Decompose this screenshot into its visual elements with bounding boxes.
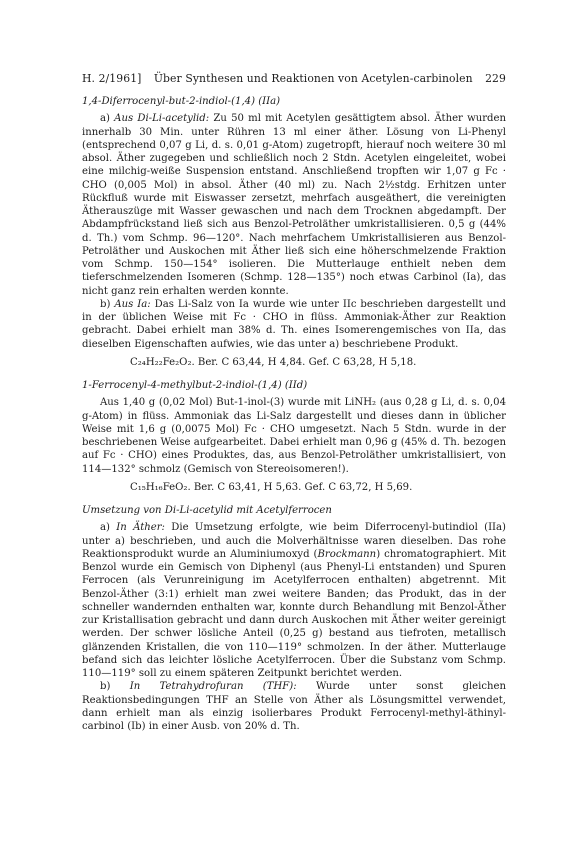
paragraph-iid: Aus 1,40 g (0,02 Mol) But-1-inol-(3) wurde mit LiNH₂ (aus 0,28 g Li, d. s. 0,04 g-Atom) in flüss. Ammoniak das Li-Salz dargestellt und dieses dann in üblicher Weise mit 1,6 g (0,0075 Mol) Fc · CHO umgesetzt. Nach 5 Stdn. wurde in der beschriebenen Weise aufgearbeitet. Dabei erhielt man 0,96 g (45% d. Th. bezogen auf Fc · CHO) eines Produktes, das, aus Benzol-Petroläther umkristallisiert, von 114—132° schmolz (Gemisch von Stereoisomeren!). [82,397,506,475]
analysis-formula-iid: C₁₅H₁₆FeO₂. Ber. C 63,41, H 5,63. Gef. C 63,72, H 5,69. [130,481,413,493]
item-subheading: Aus Ia: [114,298,151,310]
paragraph-acetylferrocen-b [82,680,506,733]
author-name: Brockmann [317,548,377,560]
item-label: b) [100,681,130,693]
item-label: a) [100,113,115,125]
paragraph-text: Wurde unter sonst gleichen Reaktionsbedingungen THF an Stelle von Äther als Lösungsmittel verwendet, dann erhielt man als einzig isolierbares Produkt Ferrocenyl-methyl-äthinyl-carbinol (Ib) in einer Ausb. von 20% d. Th. [82,681,506,732]
section-heading-iia: 1,4-Diferrocenyl-but-2-indiol-(1,4) (IIa) [82,96,281,107]
paragraph-text: Das Li-Salz von Ia wurde wie unter IIc beschrieben dargestellt und in der üblichen Weise mit Fc · CHO in flüss. Ammoniak-Äther zur Reaktion gebracht. Dabei erhielt man 38% d. Th. eines Isomerengemisches von IIa, das dieselben Eigenschaften aufwies, wie das unter a) beschriebene Produkt. [82,298,506,350]
paragraph-acetylferrocen-a [82,521,506,680]
item-label: b) [100,298,115,310]
paragraph-iia-b [82,298,506,351]
item-subheading: In Tetrahydrofuran (THF): [129,681,297,693]
running-title: Über Synthesen und Reaktionen von Acetylen-carbinolen [153,72,473,85]
page-number: 229 [485,72,506,85]
item-subheading: In Äther: [116,522,165,534]
item-subheading: Aus Di-Li-acetylid: [114,113,210,125]
paragraph-text: Zu 50 ml mit Acetylen gesättigtem absol. Äther wurden innerhalb 30 Min. unter Rühren 13 ml einer äther. Lösung von Li-Phenyl (entsprechend 0,07 g Li, d. s. 0,01 g-Atom) zugetropft, hierauf noch weitere 30 ml absol. Äther zugegeben und schließlich noch 2 Stdn. Acetylen eingeleitet, wobei eine milchig-weiße Suspension entstand. Anschließend tropften wir 1,07 g Fc · CHO (0,005 Mol) in absol. Äther (40 ml) zu. Nach 2½stdg. Erhitzen unter Rückfluß wurde mit Eiswasser zersetzt, mehrfach ausgeäthert, die vereinigten Ätherauszüge mit Wasser gewaschen und nach dem Trocknen abgedampft. Der Abdampfrückstand ließ sich aus Benzol-Petroläther umkristallisieren. 0,5 g (44% d. Th.) vom Schmp. 96—120°. Nach mehrfachem Umkristallisieren aus Benzol-Petroläther und Auskochen mit Äther ließ sich eine höherschmelzende Fraktion vom Schmp. 150—154° isolieren. Die Mutterlauge enthielt neben dem tieferschmelzenden Isomeren (Schmp. 128—135°) noch etwas Carbinol (Ia), das nicht ganz rein erhalten werden konnte. [82,113,506,297]
section-heading-acetylferrocen: Umsetzung von Di-Li-acetylid mit Acetylferrocen [82,505,332,516]
journal-issue: H. 2/1961] [82,72,142,85]
paragraph-iia-a [82,112,506,298]
paragraph-text: ) chromatographiert. Mit Benzol wurde ein Gemisch von Diphenyl (aus Phenyl-Li entstanden) und Spuren Ferrocen (als Verunreinigung im Acetylferrocen enthalten) abgetrennt. Mit Benzol-Äther (3:1) erhielt man zwei weitere Banden; das Produkt, das in der schneller wandernden enthalten war, konnte durch Behandlung mit Benzol-Äther zur Kristallisation gebracht und dann durch Auskochen mit Äther weiter gereinigt werden. Der schwer lösliche Anteil (0,25 g) bestand aus tiefroten, metallisch glänzenden Kristallen, die von 110—119° schmolzen. In der äther. Mutterlauge befand sich das leichter lösliche Acetylferrocen. Über die Substanz vom Schmp. 110—119° soll zu einem späteren Zeitpunkt berichtet werden. [82,548,506,679]
item-label: a) [100,522,117,534]
paragraph-text: Die Umsetzung erfolgte, wie beim Diferrocenyl-butindiol (IIa) unter a) beschrieben, und auch die Molverhältnisse waren dieselben. Das rohe Reaktionsprodukt wurde an Aluminiumoxyd ( [82,522,506,560]
section-heading-iid: 1-Ferrocenyl-4-methylbut-2-indiol-(1,4) (IId) [82,380,308,391]
running-header [82,72,506,86]
analysis-formula-iia: C₂₄H₂₂Fe₂O₂. Ber. C 63,44, H 4,84. Gef. C 63,28, H 5,18. [130,356,417,368]
